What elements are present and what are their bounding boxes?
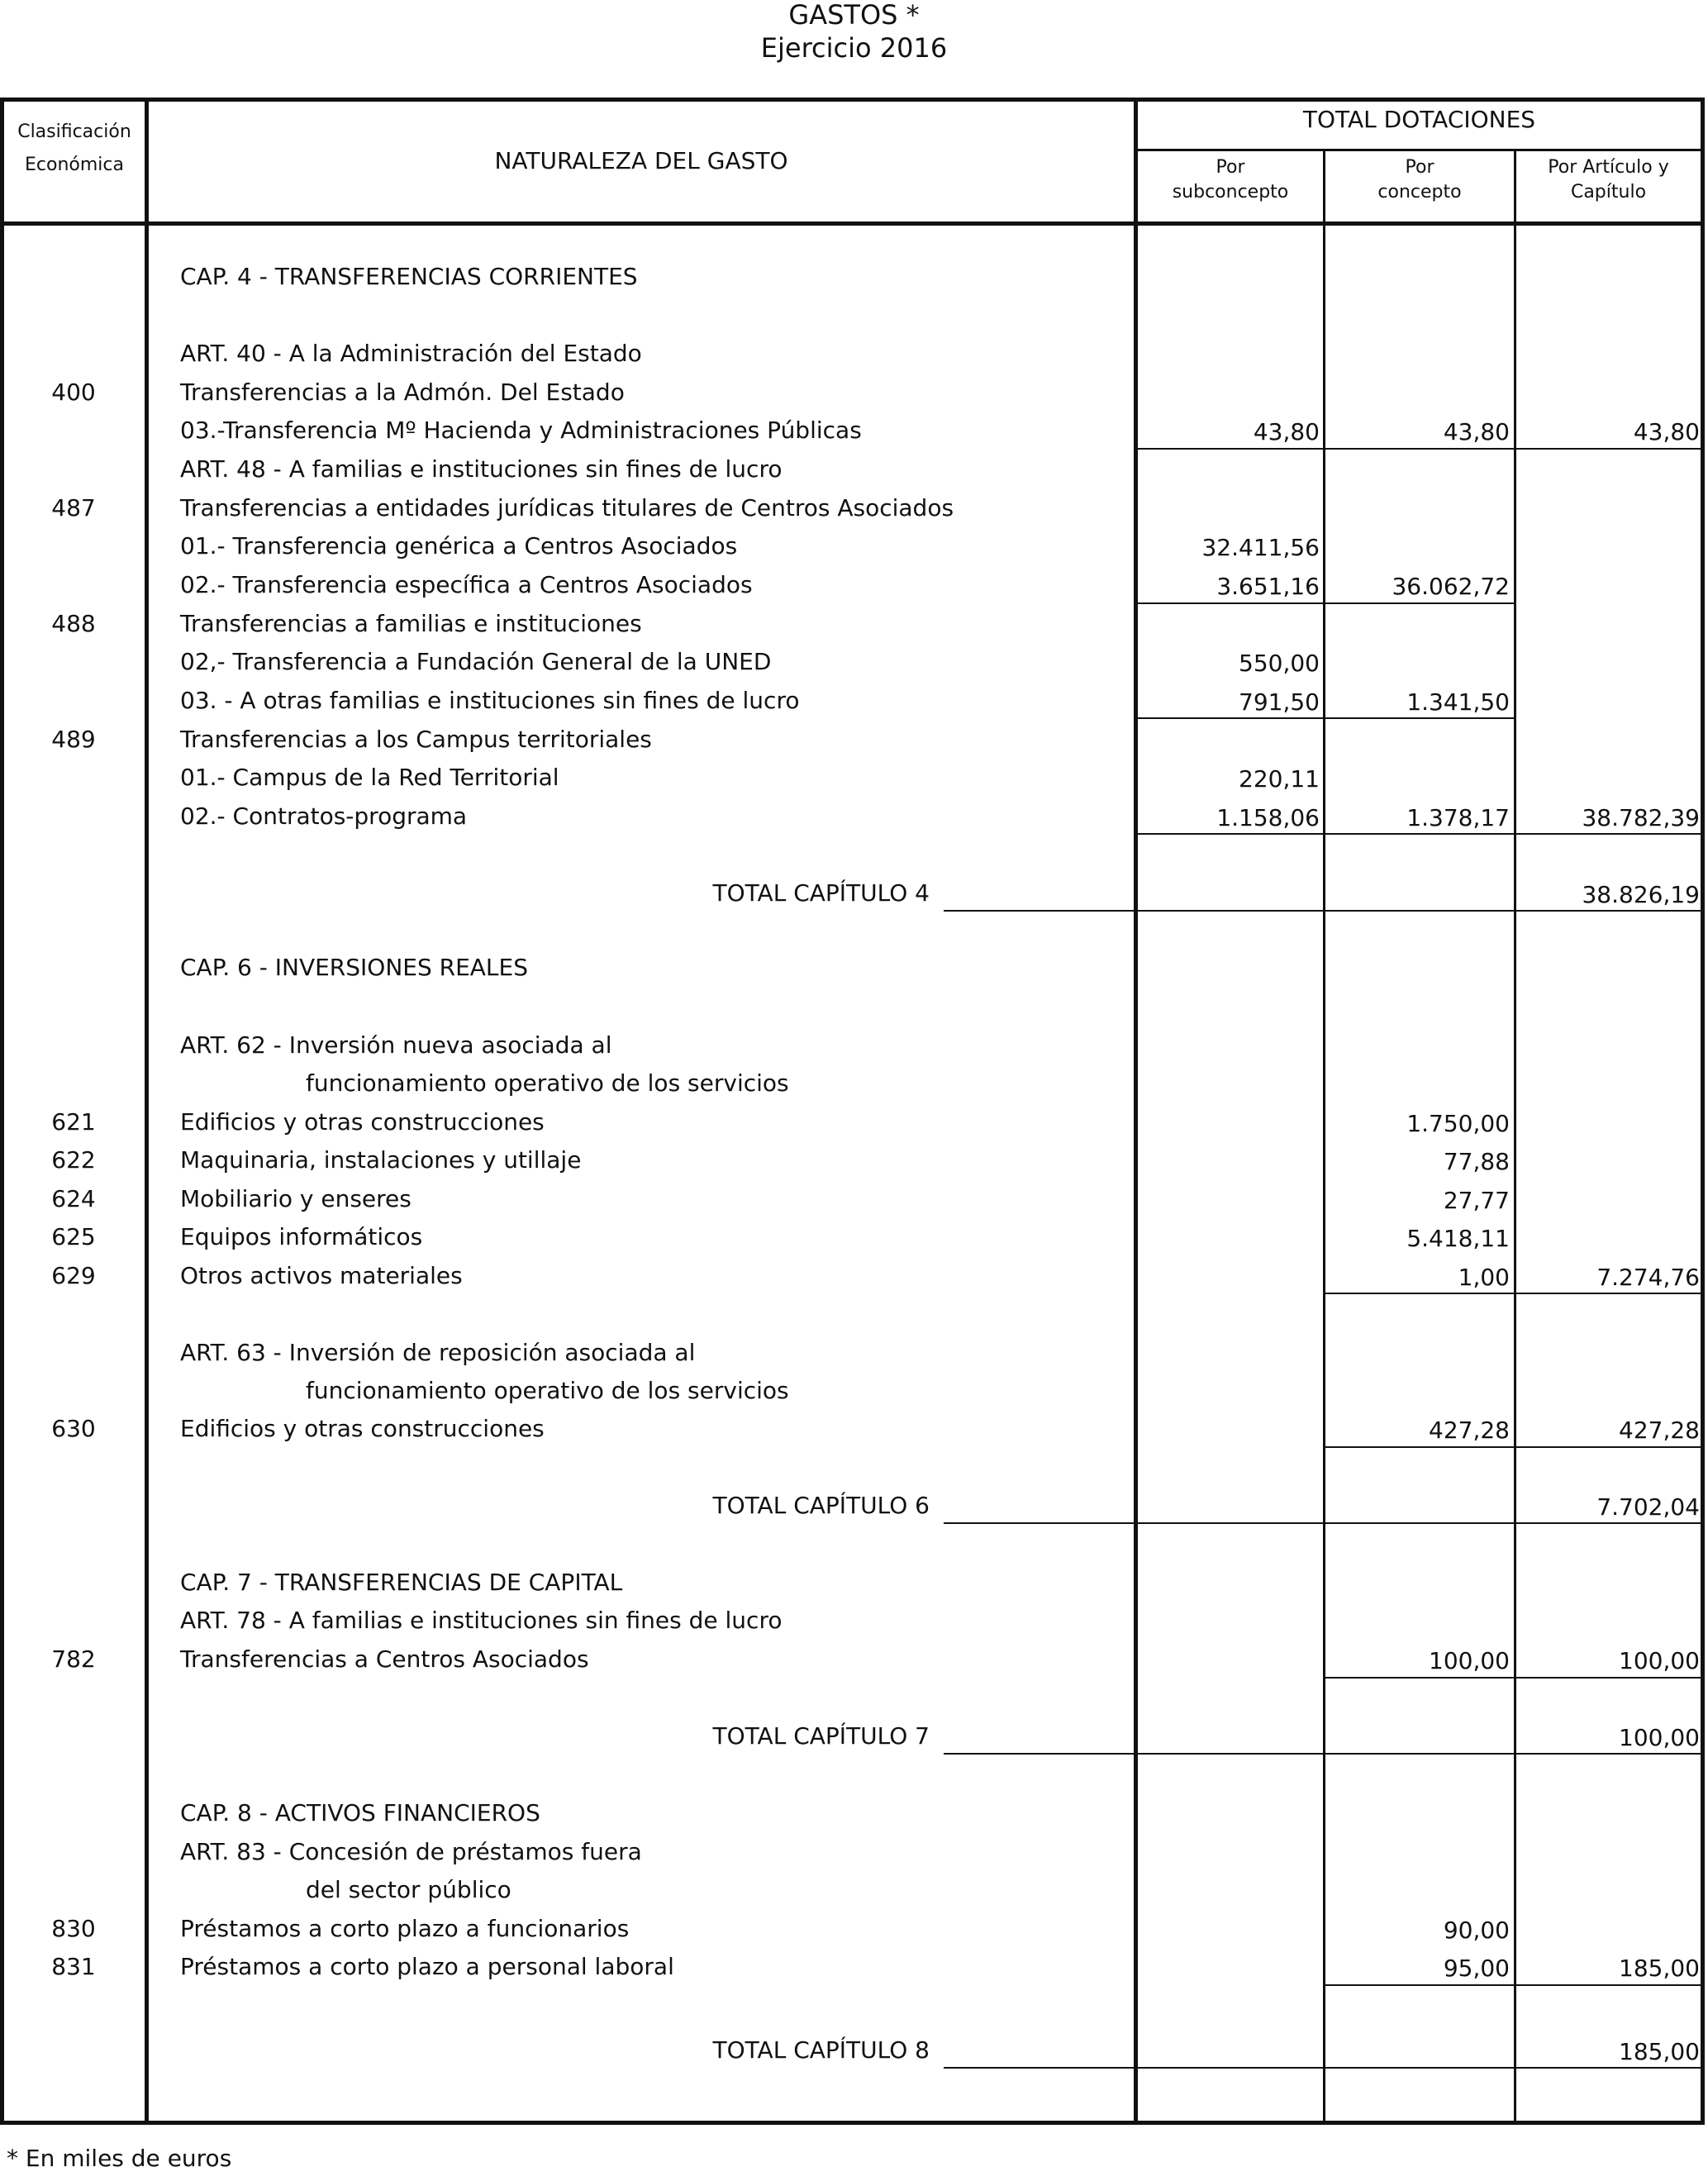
row-description: 02,- Transferencia a Fundación General de la UNED bbox=[180, 648, 772, 675]
chapter-heading: CAP. 7 - TRANSFERENCIAS DE CAPITAL bbox=[180, 1569, 623, 1596]
amount-articulo: 427,28 bbox=[1619, 1417, 1700, 1444]
amount-concepto: 1.750,00 bbox=[1406, 1110, 1510, 1137]
amount-subconcepto: 550,00 bbox=[1239, 650, 1320, 677]
article-heading: ART. 48 - A familias e instituciones sin fines de lucro bbox=[180, 455, 783, 483]
chapter-total-label: TOTAL CAPÍTULO 7 bbox=[712, 1722, 930, 1750]
header-col3-line2: Capítulo bbox=[1570, 182, 1647, 202]
header-clasificacion: Clasificación bbox=[17, 121, 131, 142]
article-heading: ART. 78 - A familias e instituciones sin fines de lucro bbox=[180, 1607, 783, 1634]
amount-concepto: 36.062,72 bbox=[1392, 573, 1510, 600]
header-economica: Económica bbox=[25, 155, 124, 175]
row-description: Transferencias a familias e instituciones bbox=[180, 610, 642, 637]
chapter-total-label: TOTAL CAPÍTULO 8 bbox=[712, 2036, 930, 2064]
row-description: Transferencias a entidades jurídicas titulares de Centros Asociados bbox=[180, 494, 954, 521]
amount-concepto: 427,28 bbox=[1429, 1417, 1510, 1444]
sum-underline bbox=[1138, 717, 1514, 719]
chapter-total-label: TOTAL CAPÍTULO 4 bbox=[712, 879, 930, 907]
amount-concepto: 100,00 bbox=[1429, 1647, 1510, 1674]
row-description: 03. - A otras familias e instituciones sin fines de lucro bbox=[180, 687, 800, 714]
article-heading-cont: del sector público bbox=[306, 1876, 511, 1903]
amount-articulo: 38.782,39 bbox=[1582, 804, 1700, 831]
header-naturaleza: NATURALEZA DEL GASTO bbox=[494, 147, 788, 174]
frame-bottom bbox=[0, 2121, 1705, 2125]
sum-underline bbox=[1138, 448, 1701, 450]
row-code: 629 bbox=[51, 1262, 96, 1289]
amount-subconcepto: 3.651,16 bbox=[1216, 573, 1320, 600]
row-description: 03.-Transferencia Mº Hacienda y Administraciones Públicas bbox=[180, 417, 862, 444]
header-col2-line2: concepto bbox=[1377, 182, 1462, 202]
frame-right bbox=[1701, 98, 1705, 2125]
sum-underline bbox=[1325, 1446, 1701, 1448]
total-underline bbox=[944, 1753, 1701, 1755]
article-heading: ART. 62 - Inversión nueva asociada al bbox=[180, 1031, 612, 1059]
page-title: GASTOS * bbox=[788, 0, 920, 31]
chapter-total-amount: 185,00 bbox=[1619, 2038, 1700, 2065]
amount-subconcepto: 791,50 bbox=[1239, 688, 1320, 716]
sum-underline bbox=[1138, 602, 1514, 604]
amount-concepto: 1,00 bbox=[1458, 1264, 1510, 1291]
article-heading: ART. 83 - Concesión de préstamos fuera bbox=[180, 1838, 642, 1865]
row-code: 831 bbox=[51, 1953, 96, 1980]
row-code: 625 bbox=[51, 1223, 96, 1250]
page-subtitle: Ejercicio 2016 bbox=[760, 32, 948, 64]
row-code: 622 bbox=[51, 1146, 96, 1174]
amount-subconcepto: 1.158,06 bbox=[1216, 804, 1320, 831]
header-bottom bbox=[0, 221, 1705, 226]
article-heading-cont: funcionamiento operativo de los servicios bbox=[306, 1377, 789, 1404]
sum-underline bbox=[1325, 1293, 1701, 1294]
amount-articulo: 100,00 bbox=[1619, 1647, 1700, 1674]
chapter-total-amount: 100,00 bbox=[1619, 1724, 1700, 1751]
row-code: 630 bbox=[51, 1415, 96, 1442]
total-underline bbox=[944, 1522, 1701, 1524]
footnote: * En miles de euros bbox=[7, 2145, 232, 2172]
chapter-heading: CAP. 8 - ACTIVOS FINANCIEROS bbox=[180, 1799, 540, 1826]
sum-underline bbox=[1138, 833, 1701, 835]
col-line-3 bbox=[1323, 149, 1325, 2125]
amount-articulo: 7.274,76 bbox=[1596, 1264, 1700, 1291]
amount-subconcepto: 32.411,56 bbox=[1201, 534, 1320, 561]
row-code: 488 bbox=[51, 610, 96, 637]
chapter-heading: CAP. 6 - INVERSIONES REALES bbox=[180, 954, 528, 981]
header-col1-line1: Por bbox=[1216, 157, 1245, 178]
article-heading: ART. 63 - Inversión de reposición asociada al bbox=[180, 1339, 696, 1366]
total-underline bbox=[944, 910, 1701, 912]
amount-concepto: 5.418,11 bbox=[1406, 1225, 1510, 1252]
frame-top bbox=[0, 98, 1705, 102]
header-col3-line1: Por Artículo y bbox=[1548, 157, 1669, 178]
row-description: Transferencias a Centros Asociados bbox=[180, 1645, 589, 1673]
amount-articulo: 43,80 bbox=[1633, 418, 1700, 445]
col-line-2 bbox=[1134, 98, 1138, 2125]
header-total-dotaciones: TOTAL DOTACIONES bbox=[1302, 106, 1536, 133]
row-description: Préstamos a corto plazo a personal laboral bbox=[180, 1953, 674, 1980]
article-heading-cont: funcionamiento operativo de los servicios bbox=[306, 1069, 789, 1097]
row-description: Maquinaria, instalaciones y utillaje bbox=[180, 1146, 582, 1174]
amount-concepto: 27,77 bbox=[1443, 1187, 1510, 1214]
row-code: 830 bbox=[51, 1915, 96, 1942]
row-description: Transferencias a la Admón. Del Estado bbox=[180, 379, 625, 406]
amount-concepto: 1.341,50 bbox=[1406, 688, 1510, 716]
row-code: 624 bbox=[51, 1185, 96, 1212]
budget-table bbox=[0, 98, 1705, 2125]
row-code: 489 bbox=[51, 726, 96, 753]
chapter-total-amount: 7.702,04 bbox=[1596, 1493, 1700, 1521]
amount-concepto: 90,00 bbox=[1443, 1917, 1510, 1944]
chapter-total-label: TOTAL CAPÍTULO 6 bbox=[712, 1492, 930, 1519]
amount-concepto: 1.378,17 bbox=[1406, 804, 1510, 831]
row-description: Otros activos materiales bbox=[180, 1262, 463, 1289]
row-description: Préstamos a corto plazo a funcionarios bbox=[180, 1915, 630, 1942]
amount-concepto: 43,80 bbox=[1443, 418, 1510, 445]
row-code: 621 bbox=[51, 1108, 96, 1136]
article-heading: ART. 40 - A la Administración del Estado bbox=[180, 340, 642, 367]
chapter-total-amount: 38.826,19 bbox=[1582, 881, 1700, 908]
amount-articulo: 185,00 bbox=[1619, 1955, 1700, 1982]
row-description: 01.- Campus de la Red Territorial bbox=[180, 764, 559, 791]
row-code: 782 bbox=[51, 1645, 96, 1673]
sum-underline bbox=[1325, 1677, 1701, 1679]
sum-underline bbox=[1325, 1984, 1701, 1986]
row-description: Equipos informáticos bbox=[180, 1223, 423, 1250]
total-underline bbox=[944, 2067, 1701, 2069]
header-col2-line1: Por bbox=[1405, 157, 1434, 178]
header-col1-line2: subconcepto bbox=[1172, 182, 1289, 202]
row-description: 02.- Contratos-programa bbox=[180, 802, 468, 830]
row-description: 01.- Transferencia genérica a Centros Asociados bbox=[180, 532, 738, 560]
amount-subconcepto: 220,11 bbox=[1239, 765, 1320, 793]
row-description: Edificios y otras construcciones bbox=[180, 1415, 545, 1442]
amount-concepto: 77,88 bbox=[1443, 1148, 1510, 1175]
chapter-heading: CAP. 4 - TRANSFERENCIAS CORRIENTES bbox=[180, 263, 638, 290]
row-description: Transferencias a los Campus territoriales bbox=[180, 726, 652, 753]
amount-subconcepto: 43,80 bbox=[1253, 418, 1320, 445]
row-code: 487 bbox=[51, 494, 96, 521]
row-code: 400 bbox=[51, 379, 96, 406]
row-description: Mobiliario y enseres bbox=[180, 1185, 412, 1212]
header-divider bbox=[1134, 149, 1705, 151]
row-description: Edificios y otras construcciones bbox=[180, 1108, 545, 1136]
row-description: 02.- Transferencia específica a Centros Asociados bbox=[180, 571, 753, 598]
amount-concepto: 95,00 bbox=[1443, 1955, 1510, 1982]
